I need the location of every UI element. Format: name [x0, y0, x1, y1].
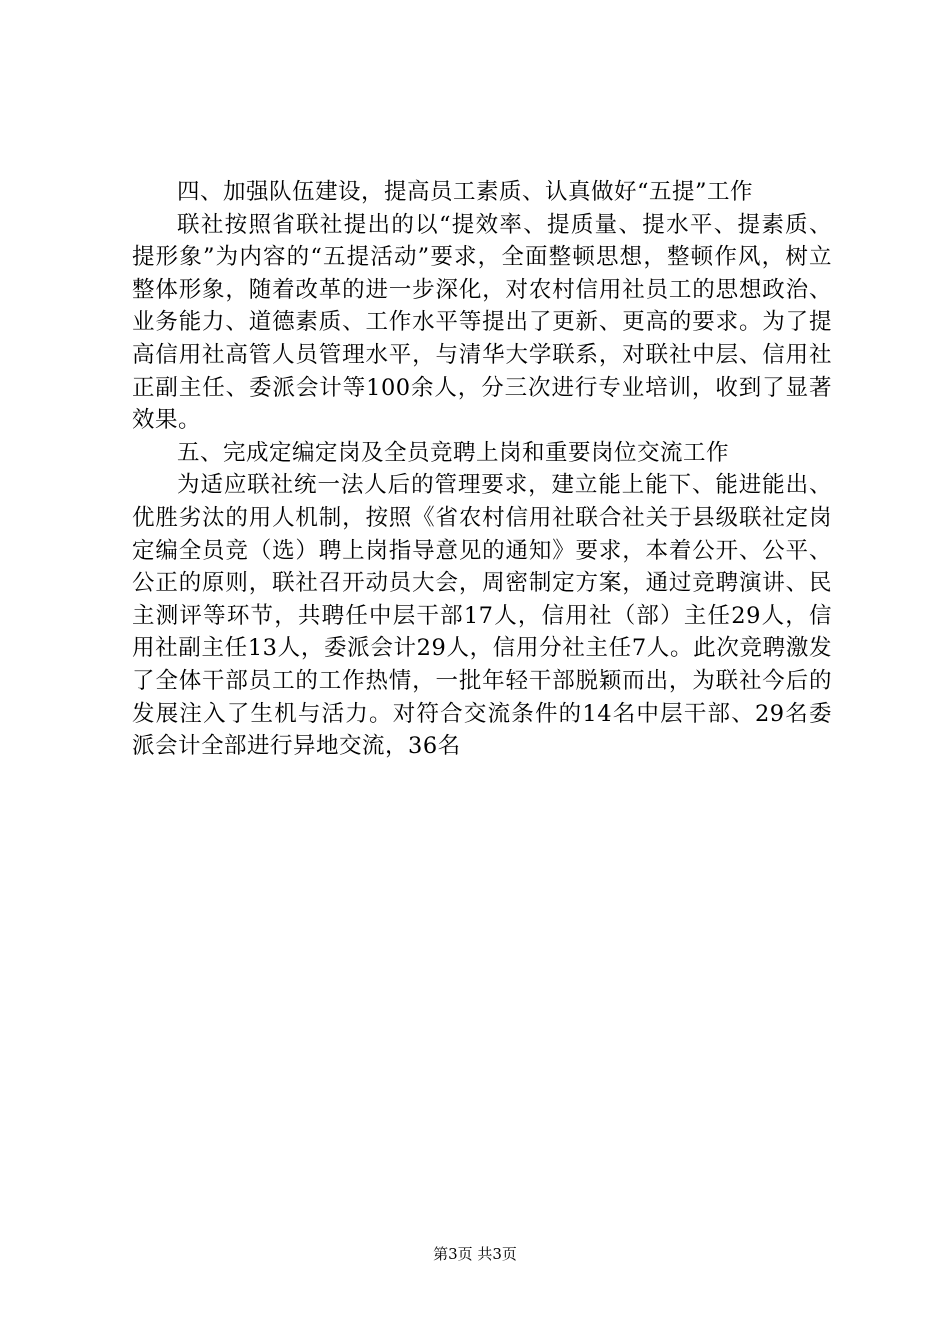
paragraph-staffing-competition: 为适应联社统一法人后的管理要求，建立能上能下、能进能出、优胜劣汰的用人机制，按照《省农村信用社联合社关于县级联社定岗定编全员竞（选）聘上岗指导意见的通知》要求，本着公开、公平、公正的原则，联社召开动员大会，周密制定方案，通过竞聘演讲、民主测评等环节，共聘任中层干部17人，信用社（部）主任29人，信用社副主任13人，委派会计29人，信用分社主任7人。此次竞聘激发了全体干部员工的工作热情，一批年轻干部脱颖而出，为联社今后的发展注入了生机与活力。对符合交流条件的14名中层干部、29名委派会计全部进行异地交流，36名 [132, 472, 832, 760]
page-footer: 第3页 共3页 [433, 1245, 517, 1263]
paragraph-five-improvements: 联社按照省联社提出的以“提效率、提质量、提水平、提素质、提形象”为内容的“五提活动”要求，全面整顿思想，整顿作风，树立整体形象，随着改革的进一步深化，对农村信用社员工的思想政治、业务能力、道德素质、工作水平等提出了更新、更高的要求。为了提高信用社高管人员管理水平，与清华大学联系，对联社中层、信用社正副主任、委派会计等100余人，分三次进行专业培训，收到了显著效果。 [132, 211, 832, 434]
document-body [132, 176, 832, 763]
section-heading-four: 四、加强队伍建设，提高员工素质、认真做好“五提”工作 [177, 179, 754, 205]
section-heading-five: 五、完成定编定岗及全员竞聘上岗和重要岗位交流工作 [177, 439, 730, 466]
